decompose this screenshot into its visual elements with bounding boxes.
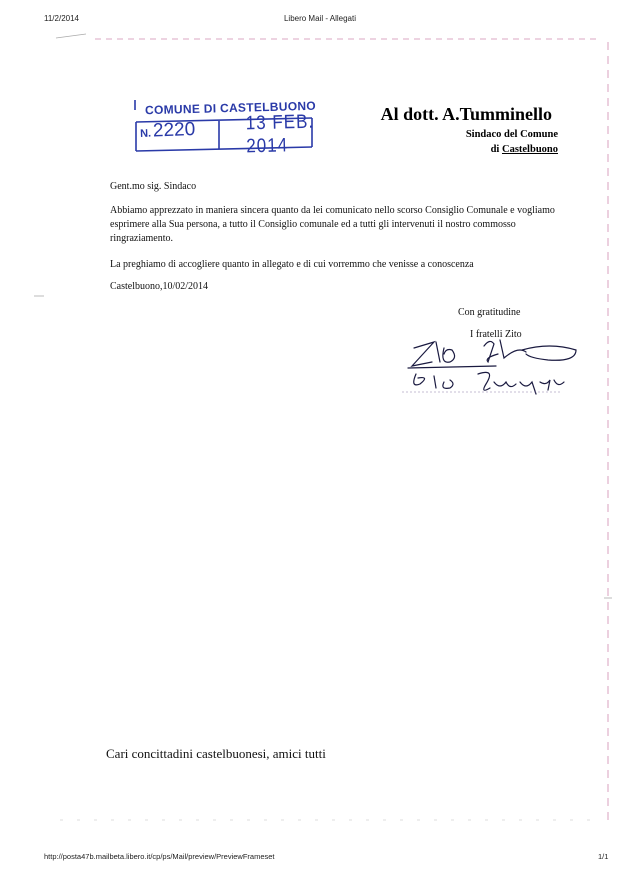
print-page-title: Libero Mail - Allegati — [283, 14, 357, 23]
print-date: 11/2/2014 — [44, 14, 79, 23]
print-url: http://posta47b.mailbeta.libero.it/cp/ps/Mail/preview/PreviewFrameset — [44, 852, 275, 861]
letter-place-date: Castelbuono,10/02/2014 — [110, 281, 209, 292]
stamp-number-prefix: N. — [139, 127, 152, 140]
recipient-title: Al dott. A.Tumminello — [380, 104, 552, 124]
letter-greeting: Gent.mo sig. Sindaco — [110, 181, 197, 192]
letter-signer: I fratelli Zito — [470, 329, 522, 340]
recipient-line-2-prefix: di — [490, 144, 502, 155]
stamp-date: 13 FEB. 2014 — [245, 110, 315, 158]
letter-paragraph-2: La preghiamo di accogliere quanto in allegato e di cui vorremmo che venisse a conoscenza — [110, 259, 474, 270]
recipient-line-1: Sindaco del Comune — [465, 129, 558, 140]
print-page-number: 1/1 — [598, 852, 609, 861]
letter-paragraph-1: Abbiamo apprezzato in maniera sincera quanto da lei comunicato nello scorso Consiglio Comunale e vogliamo esprimere alla Sua persona, a tutto il Consiglio comunale ed a tutti gli intervenuti il nostro commosso ringraziamento. — [110, 205, 555, 244]
stamp-number — [140, 119, 196, 143]
letter-closing: Con gratitudine — [458, 307, 521, 318]
recipient-place: Castelbuono — [501, 144, 558, 155]
protocol-stamp — [130, 96, 335, 156]
handwritten-signature — [400, 328, 590, 398]
stamp-number-value: 2220 — [152, 119, 196, 142]
stamp-office: COMUNE DI CASTELBUONO — [144, 98, 317, 118]
attachment-heading: Cari concittadini castelbuonesi, amici tutti — [106, 746, 326, 761]
recipient-line-2 — [491, 144, 558, 155]
